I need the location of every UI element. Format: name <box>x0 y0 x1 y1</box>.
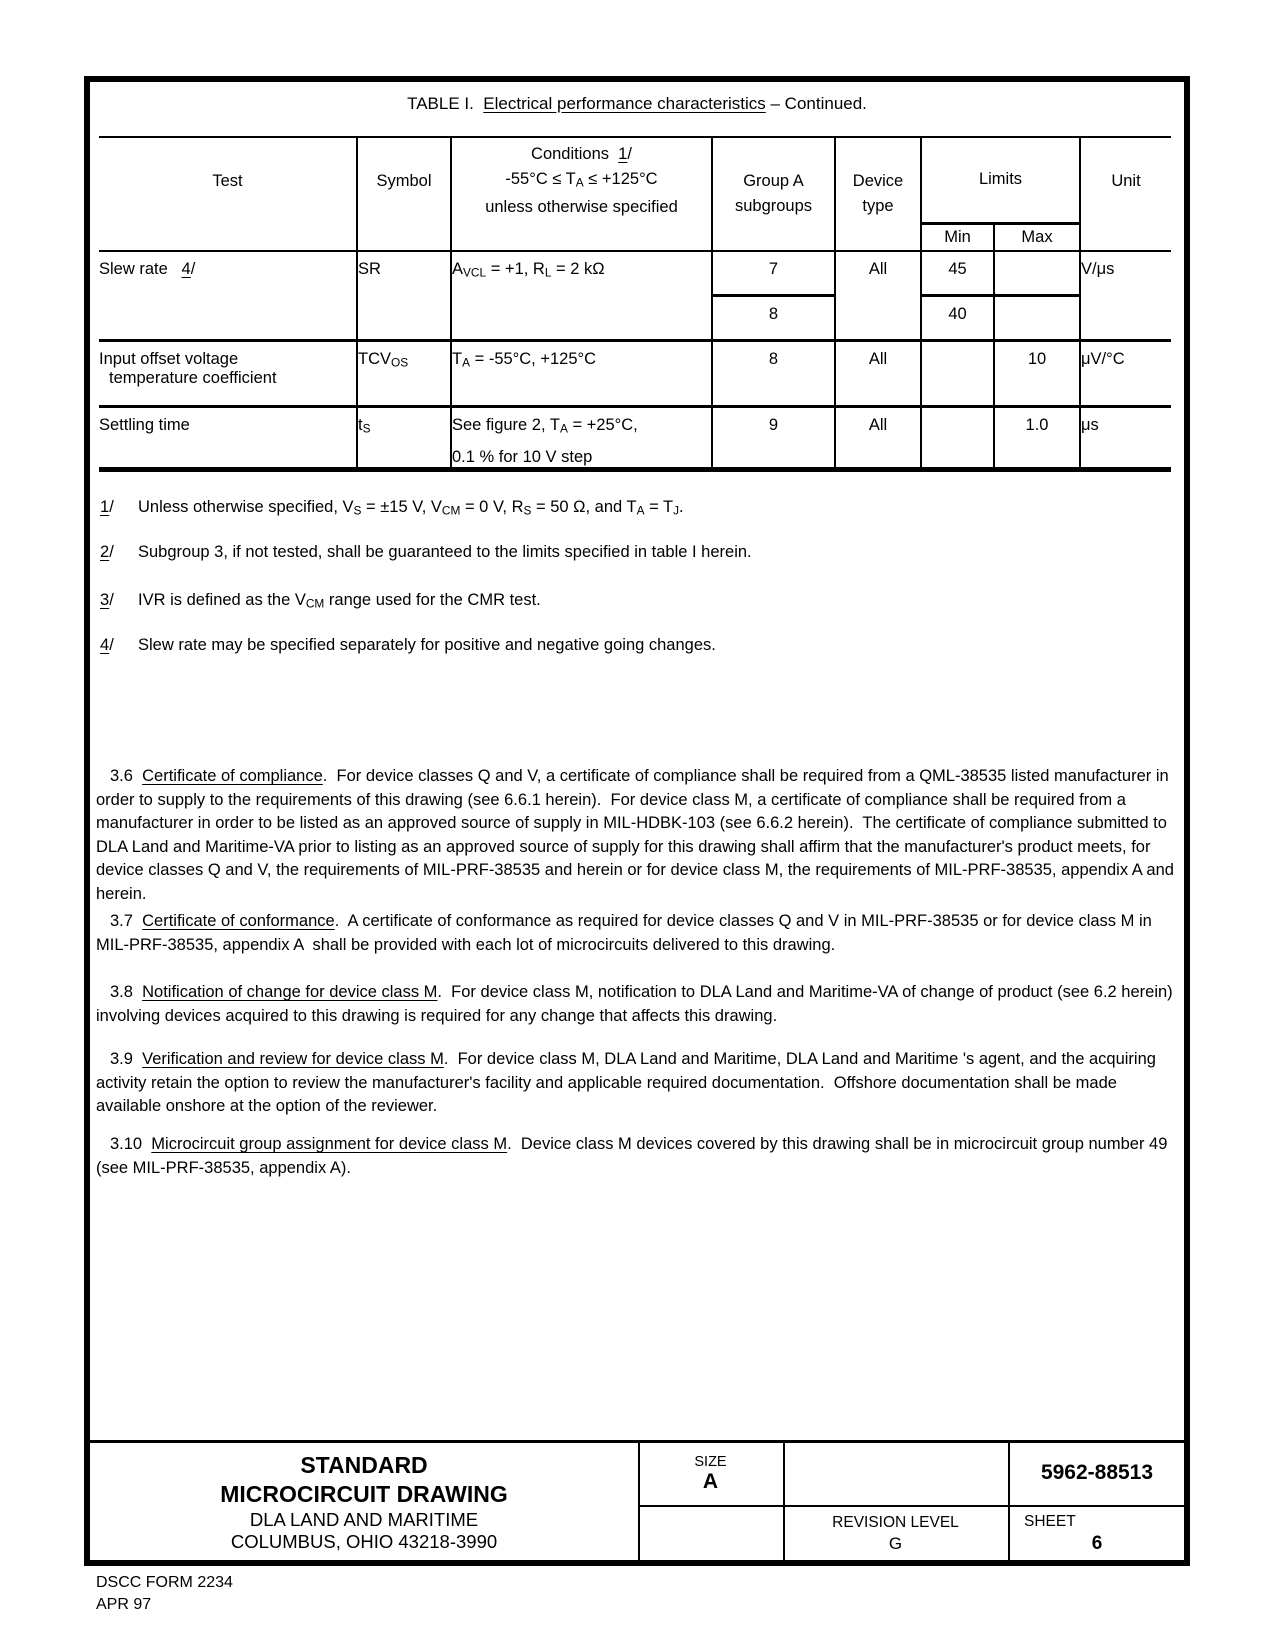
org-line-dla: DLA LAND AND MARITIME <box>249 1508 479 1530</box>
cell-slew-rate-conditions: $A_{VCL} = +1$, $R_L = 2$ kΩ <box>451 251 712 340</box>
footnote-3: 3/ IVR is defined as the $V_{CM}$ range used for the CMR test. <box>100 591 541 611</box>
cell-settling-time-symbol: $t_S$ <box>357 406 451 470</box>
col-header-max: Max <box>994 223 1080 251</box>
size-label: SIZE <box>694 1454 727 1470</box>
cell-slew-rate-symbol: SR <box>357 251 451 340</box>
paragraph-3-9: 3.9 Verification and review for device class M. For device class M, DLA Land and Maritime, DLA Land and Maritime 's agent, and the acquiring activity retain the option to review the manufacturer's facility and applicable required documentation. Offshore documentation shall be made available onshore at the option of the reviewer. <box>96 1050 1161 1115</box>
cell-settling-time-max: 1.0 <box>994 406 1080 470</box>
dscc-form-number: DSCC FORM 2234 <box>96 1574 233 1591</box>
sheet-cell <box>1010 1507 1184 1560</box>
cell-settling-time-min <box>921 406 994 470</box>
page-border <box>84 76 1190 1566</box>
revision-label: REVISION LEVEL <box>832 1514 959 1531</box>
cell-slew-rate-max-1 <box>994 251 1080 295</box>
footnote-2: 2/ Subgroup 3, if not tested, shall be guaranteed to the limits specified in table I herein. <box>100 543 752 561</box>
cell-input-offset-max: 10 <box>994 340 1080 406</box>
electrical-characteristics-table-wrap <box>99 136 1171 472</box>
cell-slew-rate-min-2: 40 <box>921 295 994 340</box>
drawing-org-cell <box>90 1443 638 1560</box>
cell-settling-time-subgroup: 9 <box>712 406 835 470</box>
cell-input-offset-min <box>921 340 994 406</box>
cell-slew-rate-test: Slew rate 4/ <box>99 251 357 340</box>
cell-input-offset-test: Input offset voltage temperature coefficient <box>99 340 357 406</box>
col-header-unit: Unit <box>1080 137 1171 251</box>
title-block <box>90 1440 1184 1560</box>
cell-slew-rate-unit: V/μs <box>1080 251 1171 340</box>
revision-value: G <box>888 1534 903 1553</box>
cell-slew-rate-subgroup-1: 7 <box>712 251 835 295</box>
cell-settling-time-device-type: All <box>835 406 921 470</box>
footnote-1: 1/ Unless otherwise specified, $V_S = \pm 15$ V, $V_{CM} = 0$ V, $R_S = 50$ Ω, and $T_A = T_J$. <box>100 498 684 518</box>
cell-slew-rate-max-2 <box>994 295 1080 340</box>
cell-input-offset-unit: μV/°C <box>1080 340 1171 406</box>
col-header-symbol: Symbol <box>357 137 451 251</box>
cell-slew-rate-subgroup-2: 8 <box>712 295 835 340</box>
cell-slew-rate-device-type: All <box>835 251 921 340</box>
footnote-4: 4/ Slew rate may be specified separately for positive and negative going changes. <box>100 636 716 654</box>
table-title: TABLE I. Electrical performance characteristics – Continued. <box>407 94 867 113</box>
cell-slew-rate-min-1: 45 <box>921 251 994 295</box>
col-header-device-type: Device type <box>835 137 921 251</box>
sheet-value: 6 <box>1091 1533 1103 1554</box>
size-cell <box>640 1443 781 1503</box>
dscc-form-note <box>96 1572 233 1616</box>
electrical-characteristics-table <box>99 136 1171 472</box>
size-value: A <box>702 1470 719 1493</box>
cell-settling-time-unit: μs <box>1080 406 1171 470</box>
cell-input-offset-subgroup: 8 <box>712 340 835 406</box>
org-line-microcircuit-drawing: MICROCIRCUIT DRAWING <box>220 1480 508 1507</box>
col-header-min: Min <box>921 223 994 251</box>
col-header-subgroups: Group A subgroups <box>712 137 835 251</box>
dscc-form-date: APR 97 <box>96 1596 152 1613</box>
paragraph-3-6: 3.6 Certificate of compliance. For device classes Q and V, a certificate of compliance shall be required from a QML-38535 listed manufacturer in order to supply to the requirements of this drawing (see 6.6.1 herein). For device class M, a certificate of compliance shall be required from a manufacturer in order to be listed as an approved source of supply in MIL-HDBK-103 (see 6.6.2 herein). The certificate of compliance submitted to DLA Land and Maritime-VA prior to listing as an approved source of supply for this drawing shall affirm that the manufacturer's product meets, for device classes Q and V, the requirements of MIL-PRF-38535 and herein or for device class M, the requirements of MIL-PRF-38535, appendix A and herein. <box>96 767 1179 903</box>
paragraph-3-8: 3.8 Notification of change for device class M. For device class M, notification to DLA Land and Maritime-VA of change of product (see 6.2 herein) involving devices acquired to this drawing is required for any change that affects this drawing. <box>96 983 1178 1025</box>
cell-settling-time-conditions: See figure 2, $T_A = +25^\circ C$, 0.1 % for 10 V step <box>451 406 712 470</box>
col-header-limits: Limits <box>921 137 1080 223</box>
col-header-test: Test <box>99 137 357 251</box>
cell-input-offset-conditions: $T_A = -55^\circ C$, +125°C <box>451 340 712 406</box>
cell-input-offset-symbol: $TCV_{OS}$ <box>357 340 451 406</box>
paragraph-3-10: 3.10 Microcircuit group assignment for device class M. Device class M devices covered by this drawing shall be in microcircuit group number 49 (see MIL-PRF-38535, appendix A). <box>96 1135 1172 1177</box>
sheet-label: SHEET <box>1024 1513 1076 1530</box>
cell-settling-time-test: Settling time <box>99 415 190 434</box>
drawing-number: 5962-88513 <box>1040 1461 1154 1484</box>
revision-cell <box>785 1507 1006 1560</box>
col-header-conditions: Conditions 1/ $-55^\circ C \le T_A \le +125^\circ C$ unless otherwise specified <box>451 137 712 251</box>
org-line-standard: STANDARD <box>300 1451 428 1478</box>
cell-input-offset-device-type: All <box>835 340 921 406</box>
paragraph-3-7: 3.7 Certificate of conformance. A certificate of conformance as required for device classes Q and V in MIL-PRF-38535 or for device class M in MIL-PRF-38535, appendix A shall be provided with each lot of microcircuits delivered to this drawing. <box>96 912 1157 954</box>
org-line-columbus: COLUMBUS, OHIO 43218-3990 <box>230 1530 498 1552</box>
